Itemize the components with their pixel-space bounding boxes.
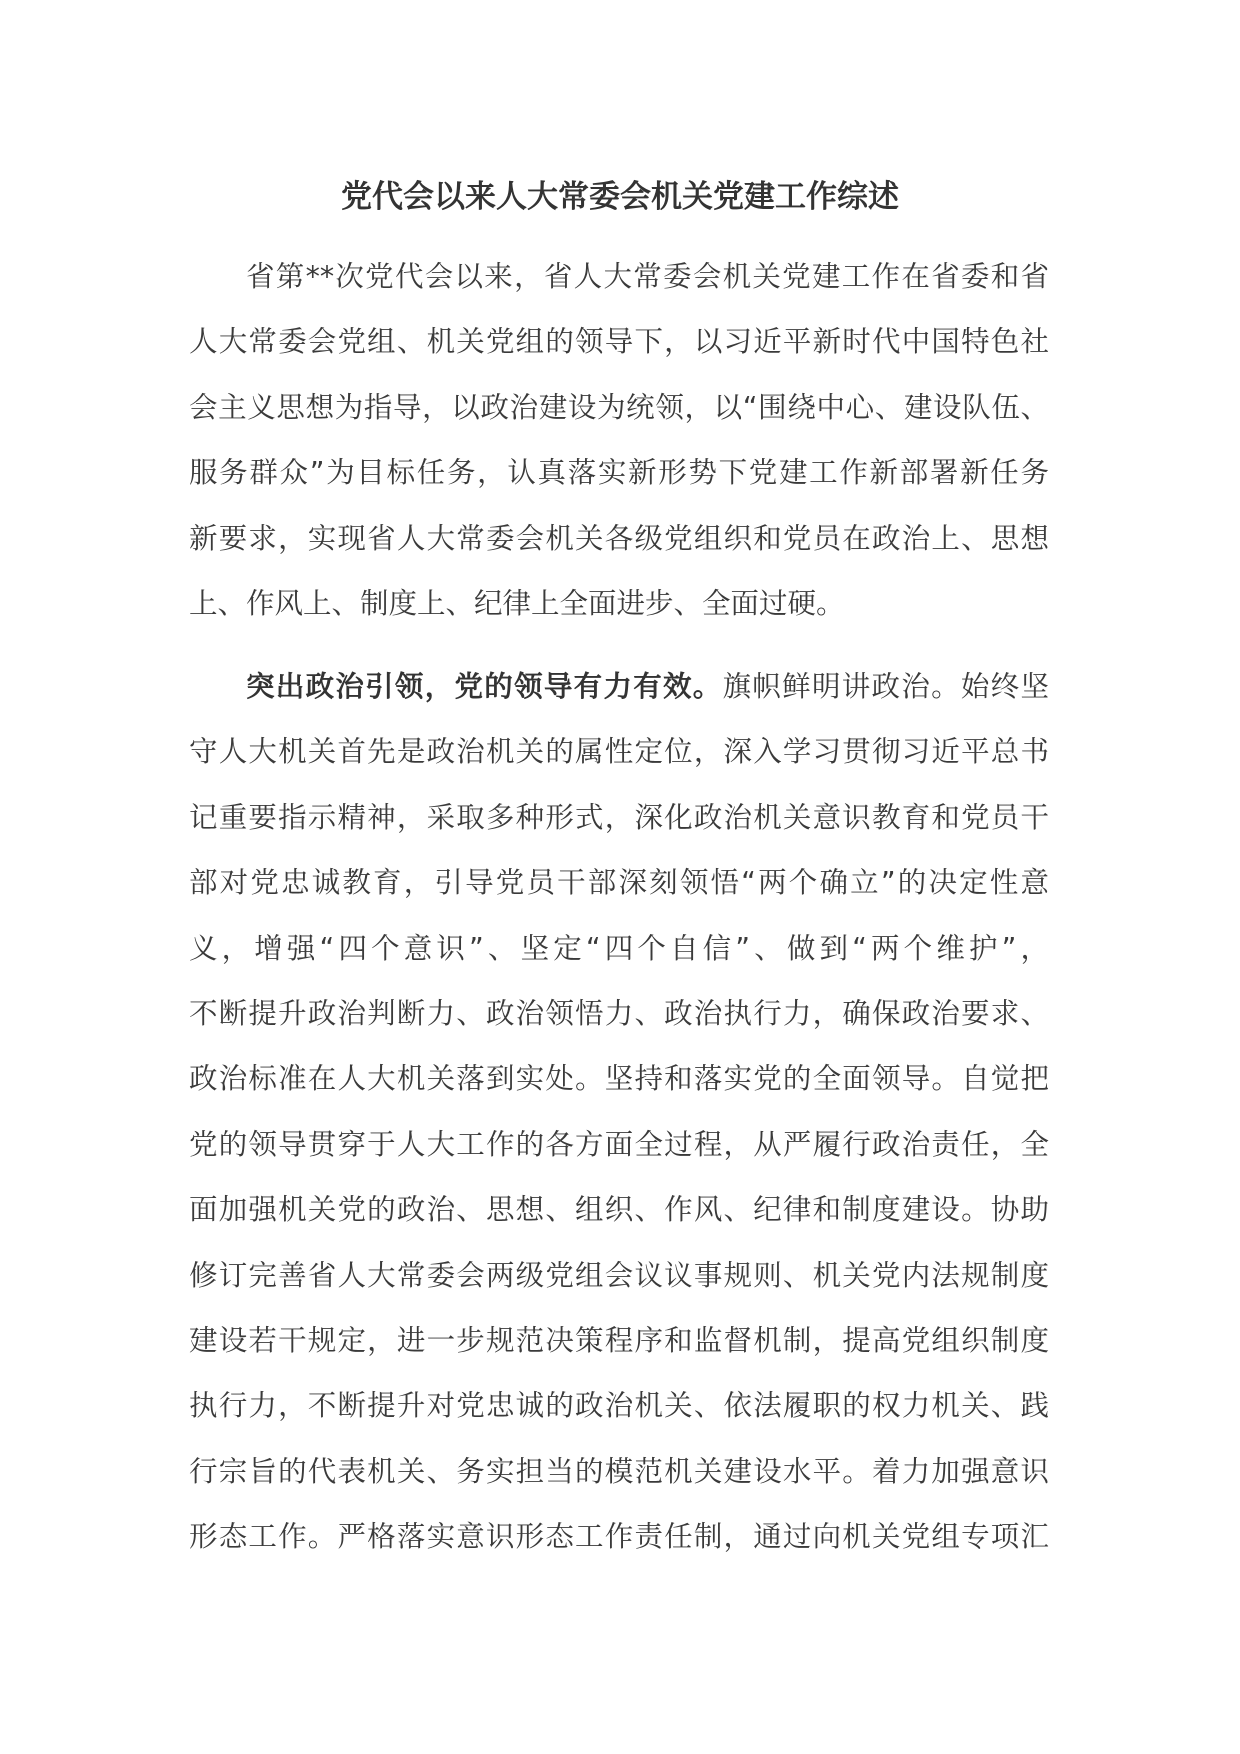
paragraph-political-leadership	[189, 654, 1049, 1569]
text-line: 建设若干规定，进一步规范决策程序和监督机制，提高党组织制度	[189, 1323, 1049, 1357]
section-lead-heading: 突出政治引领，党的领导有力有效。	[246, 670, 723, 703]
paragraph-intro	[189, 244, 1049, 636]
text-line: 政治标准在人大机关落到实处。坚持和落实党的全面领导。自觉把	[189, 1062, 1049, 1096]
text-line: 服务群众”为目标任务，认真落实新形势下党建工作新部署新任务	[189, 456, 1049, 490]
text-line: 修订完善省人大常委会两级党组会议议事规则、机关党内法规制度	[189, 1258, 1049, 1292]
text-line: 不断提升政治判断力、政治领悟力、政治执行力，确保政治要求、	[189, 996, 1049, 1030]
text-line: 党的领导贯穿于人大工作的各方面全过程，从严履行政治责任，全	[189, 1127, 1049, 1161]
text-line: 会主义思想为指导，以政治建设为统领，以“围绕中心、建设队伍、	[189, 390, 1049, 424]
text-line: 上、作风上、制度上、纪律上全面进步、全面过硬。	[189, 586, 845, 620]
text-line: 人大常委会党组、机关党组的领导下，以习近平新时代中国特色社	[189, 325, 1049, 359]
text-line: 面加强机关党的政治、思想、组织、作风、纪律和制度建设。协助	[189, 1193, 1049, 1227]
text-line-rest: 旗帜鲜明讲政治。始终坚	[722, 670, 1049, 703]
text-line: 记重要指示精神，采取多种形式，深化政治机关意识教育和党员干	[189, 800, 1049, 834]
text-line: 行宗旨的代表机关、务实担当的模范机关建设水平。着力加强意识	[189, 1454, 1049, 1488]
text-line: 执行力，不断提升对党忠诚的政治机关、依法履职的权力机关、践	[189, 1389, 1049, 1423]
text-line	[189, 654, 1049, 719]
text-line: 部对党忠诚教育，引导党员干部深刻领悟“两个确立”的决定性意	[189, 866, 1049, 900]
text-line: 守人大机关首先是政治机关的属性定位，深入学习贯彻习近平总书	[189, 735, 1049, 769]
text-line: 新要求，实现省人大常委会机关各级党组织和党员在政治上、思想	[189, 521, 1049, 555]
document-title: 党代会以来人大常委会机关党建工作综述	[341, 179, 899, 215]
text-line: 形态工作。严格落实意识形态工作责任制，通过向机关党组专项汇	[189, 1520, 1049, 1554]
text-line: 省第**次党代会以来，省人大常委会机关党建工作在省委和省	[246, 260, 1049, 293]
text-line: 义，增强“四个意识”、坚定“四个自信”、做到“两个维护”，	[189, 931, 1049, 965]
